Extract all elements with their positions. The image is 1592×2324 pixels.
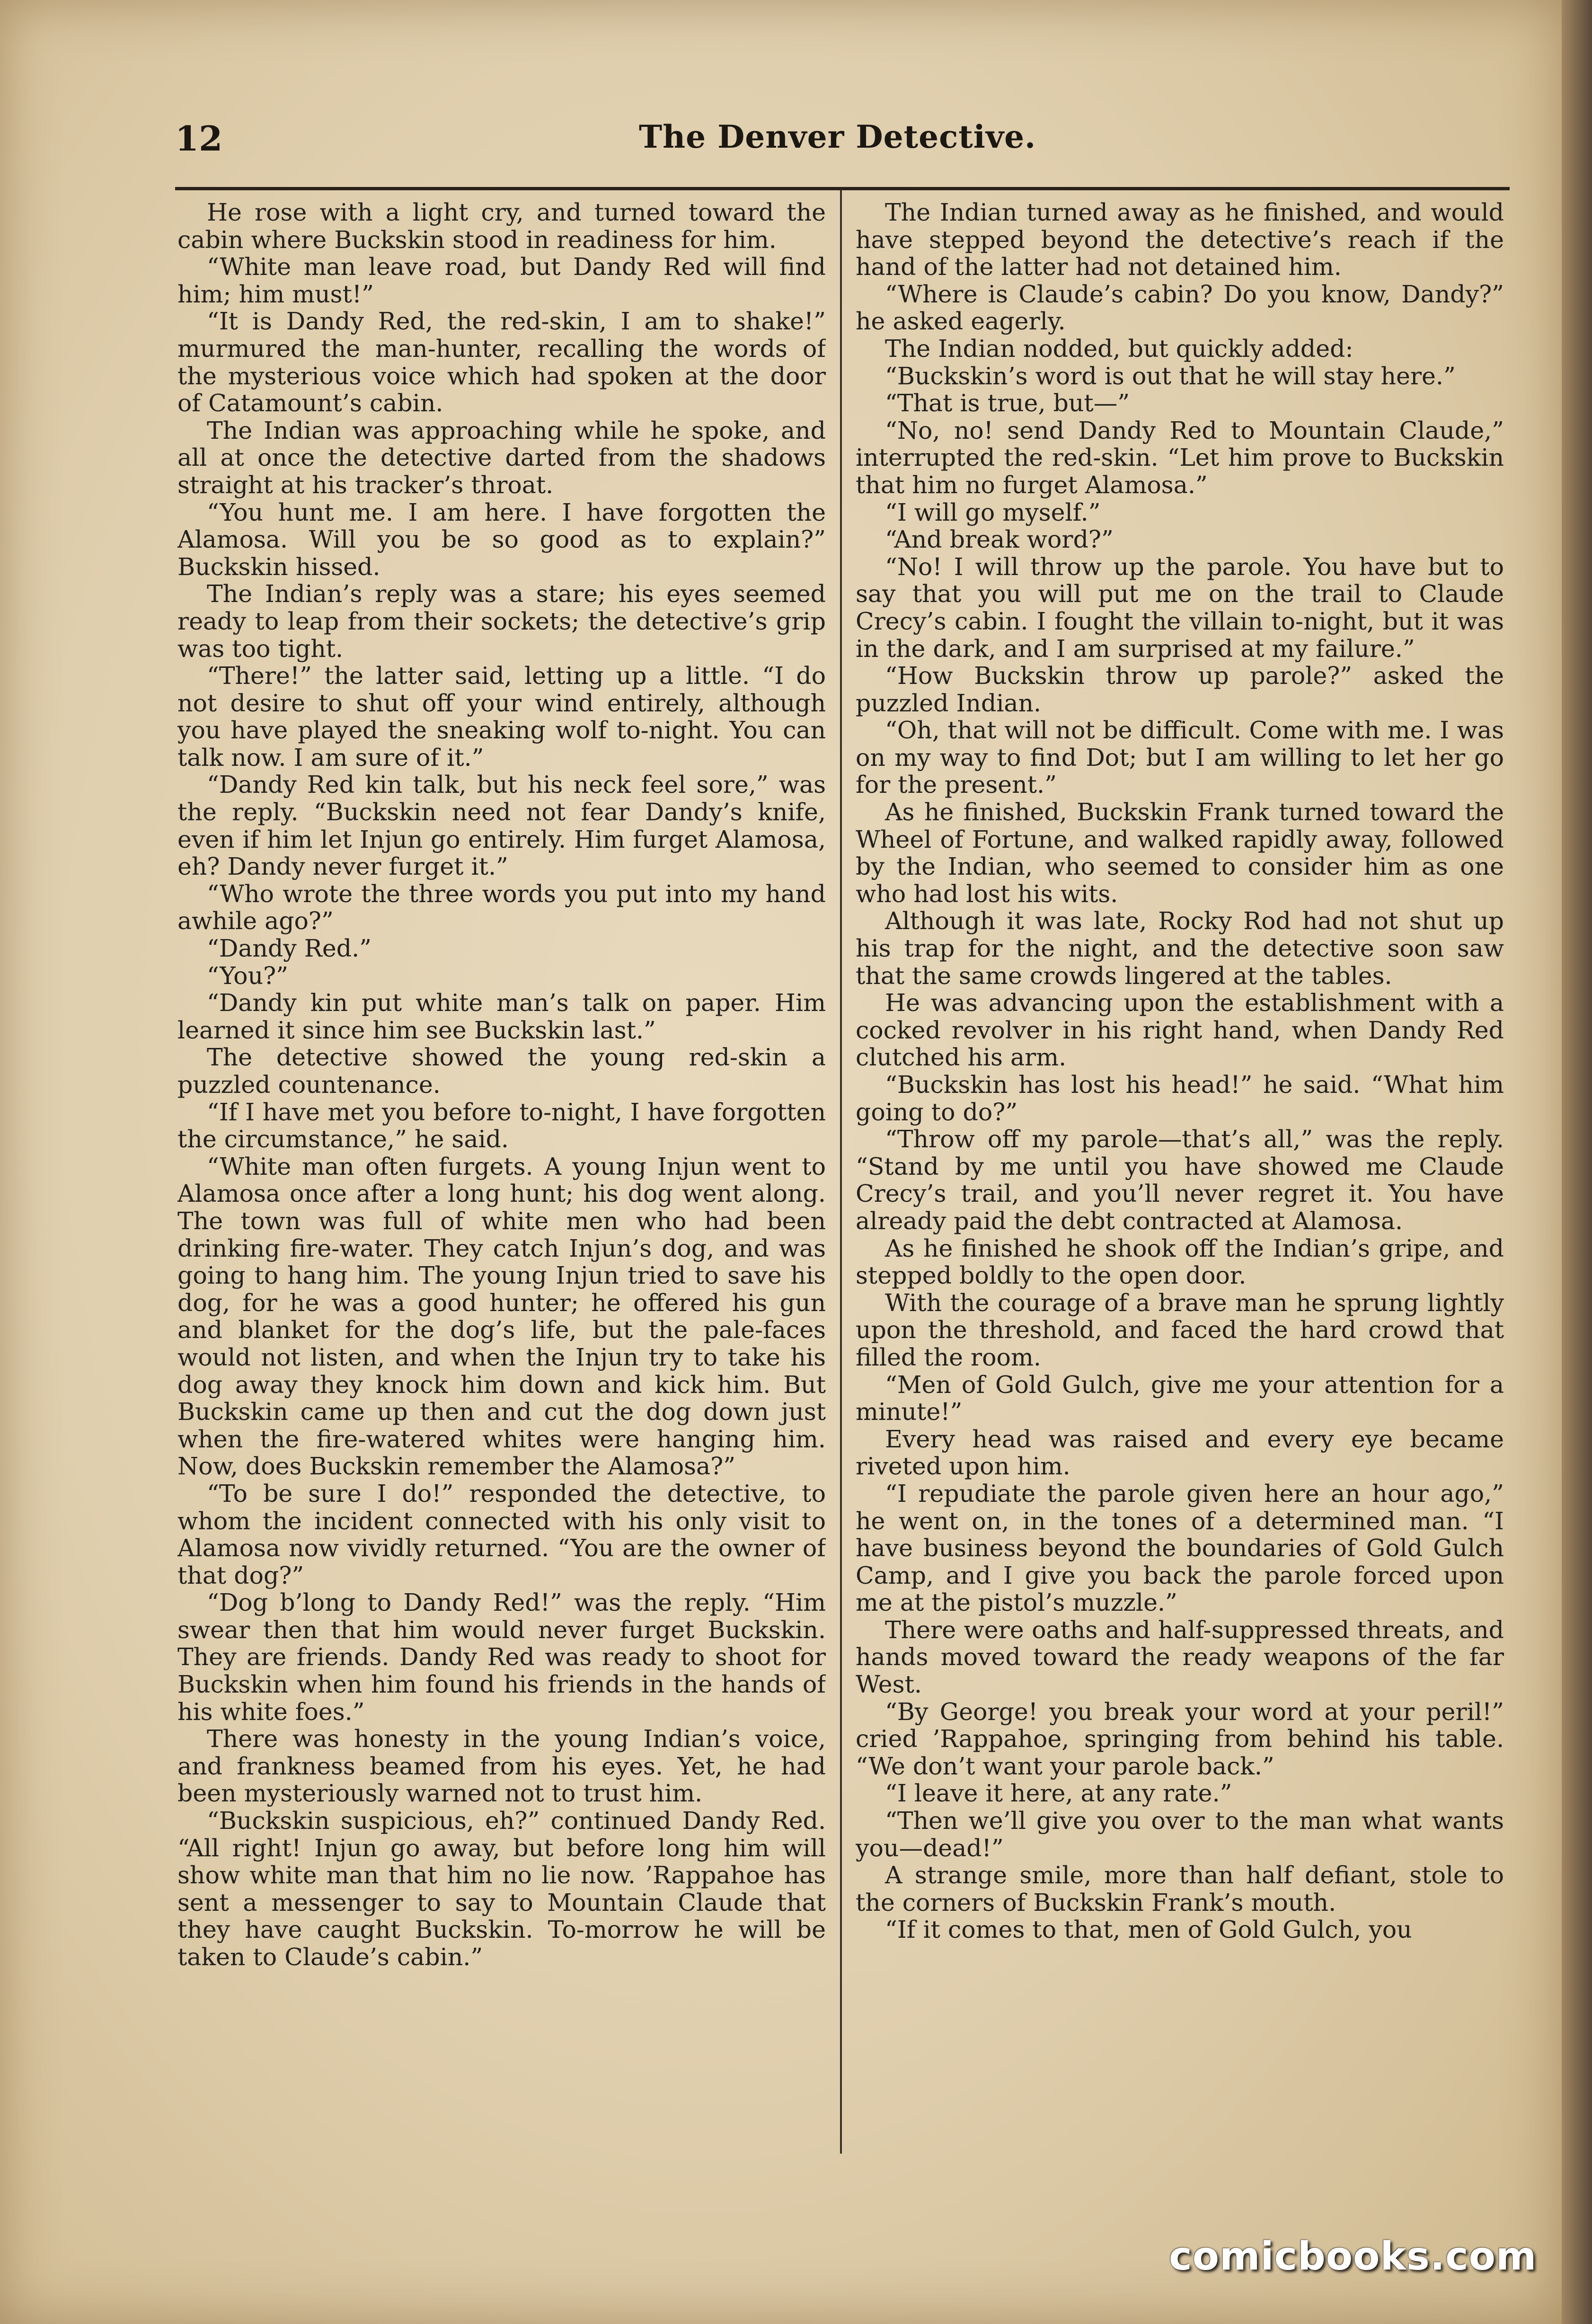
paragraph: The Indian nodded, but quickly added: bbox=[885, 334, 1353, 363]
paragraph: The Indian’s reply was a stare; his eyes seemed ready to leap from their sockets; the detective’s grip was too tight. bbox=[177, 580, 826, 663]
paragraph: “There!” the latter said, letting up a little. “I do not desire to shut off your wind entirely, although you have played the sneaking wolf to-night. You can talk now. I am sure of it.” bbox=[177, 662, 826, 772]
paragraph: “Dog b’long to Dandy Red!” was the reply. “Him swear then that him would never furget Buckskin. They are friends. Dandy Red was ready to shoot for Buckskin when him found his friends in the hands of his white foes.” bbox=[177, 1588, 826, 1726]
paragraph: The Indian turned away as he finished, and would have stepped beyond the detective’s reach if the hand of the latter had not detained him. bbox=[856, 199, 1504, 281]
header-rule bbox=[175, 187, 1510, 190]
paragraph: A strange smile, more than half defiant, stole to the corners of Buckskin Frank’s mouth. bbox=[856, 1861, 1504, 1916]
paragraph: “I leave it here, at any rate.” bbox=[885, 1779, 1232, 1808]
paragraph: The detective showed the young red-skin a puzzled countenance. bbox=[177, 1043, 826, 1099]
site-watermark: comicbooks.com bbox=[1169, 2234, 1537, 2279]
left-column bbox=[177, 199, 826, 2168]
running-title: The Denver Detective. bbox=[639, 118, 1036, 155]
paragraph: “If I have met you before to-night, I have forgotten the circumstance,” he said. bbox=[177, 1098, 826, 1153]
paragraph: Although it was late, Rocky Rod had not shut up his trap for the night, and the detective soon saw that the same crowds lingered at the tables. bbox=[856, 907, 1504, 990]
paragraph: “White man leave road, but Dandy Red will find him; him must!” bbox=[177, 253, 826, 308]
page-edge bbox=[1562, 0, 1592, 2324]
paragraph: He was advancing upon the establishment with a cocked revolver in his right hand, when Dandy Red clutched his arm. bbox=[856, 989, 1504, 1072]
page-header bbox=[175, 118, 1510, 170]
paragraph: “Dandy Red.” bbox=[207, 934, 371, 963]
paragraph: “How Buckskin throw up parole?” asked the puzzled Indian. bbox=[856, 662, 1504, 717]
paragraph: There was honesty in the young Indian’s voice, and frankness beamed from his eyes. Yet, he had been mysteriously warned not to trust him. bbox=[177, 1725, 826, 1808]
paragraph: With the courage of a brave man he sprung lightly upon the threshold, and faced the hard crowd that filled the room. bbox=[856, 1288, 1504, 1371]
paragraph: “No, no! send Dandy Red to Mountain Claude,” interrupted the red-skin. “Let him prove to Buckskin that him no furget Alamosa.” bbox=[856, 416, 1504, 499]
paragraph: He rose with a light cry, and turned toward the cabin where Buckskin stood in readiness for him. bbox=[177, 199, 826, 254]
paragraph: “Men of Gold Gulch, give me your attention for a minute!” bbox=[856, 1370, 1504, 1426]
paragraph: “Where is Claude’s cabin? Do you know, Dandy?” he asked eagerly. bbox=[856, 280, 1504, 336]
paragraph: “No! I will throw up the parole. You have but to say that you will put me on the trail to Claude Crecy’s cabin. I fought the villain to-night, but it was in the dark, and I am surprised at my failure.” bbox=[856, 552, 1504, 663]
column-divider bbox=[840, 189, 842, 2154]
paragraph: “You hunt me. I am here. I have forgotten the Alamosa. Will you be so good as to explain?” Buckskin hissed. bbox=[177, 498, 826, 581]
paragraph: “White man often furgets. A young Injun went to Alamosa once after a long hunt; his dog went along. The town was full of white men who had been drinking fire-water. They catch Injun’s dog, and was going to hang him. The young Injun tried to save his dog, for he was a good hunter; he offered his gun and blanket for the dog’s life, but the pale-faces would not listen, and when the Injun try to take his dog away they knock him down and kick him. But Buckskin came up then and cut the dog down just when the fire-watered whites were hanging him. Now, does Buckskin remember the Alamosa?” bbox=[177, 1152, 826, 1481]
paragraph: The Indian was approaching while he spoke, and all at once the detective darted from the shadows straight at his tracker’s throat. bbox=[177, 416, 826, 499]
paragraph: “Buckskin suspicious, eh?” continued Dandy Red. “All right! Injun go away, but before long him will show white man that him no lie now. ’Rappahoe has sent a messenger to say to Mountain Claude that they have caught Buckskin. To-morrow he will be taken to Claude’s cabin.” bbox=[177, 1807, 826, 1971]
paragraph: “If it comes to that, men of Gold Gulch, you bbox=[885, 1916, 1412, 1944]
paragraph: “To be sure I do!” responded the detective, to whom the incident connected with his only visit to Alamosa now vividly returned. “You are the owner of that dog?” bbox=[177, 1479, 826, 1589]
paragraph: Every head was raised and every eye became riveted upon him. bbox=[856, 1425, 1504, 1481]
paragraph: “Oh, that will not be difficult. Come with me. I was on my way to find Dot; but I am willing to let her go for the present.” bbox=[856, 716, 1504, 799]
paragraph: As he finished he shook off the Indian’s gripe, and stepped boldly to the open door. bbox=[856, 1234, 1504, 1290]
paragraph: “Who wrote the three words you put into my hand awhile ago?” bbox=[177, 879, 826, 935]
paragraph: “Then we’ll give you over to the man what wants you—dead!” bbox=[856, 1807, 1504, 1862]
paragraph: There were oaths and half-suppressed threats, and hands moved toward the ready weapons of the far West. bbox=[856, 1615, 1504, 1699]
paragraph: As he finished, Buckskin Frank turned toward the Wheel of Fortune, and walked rapidly away, followed by the Indian, who seemed to consider him as one who had lost his wits. bbox=[856, 798, 1504, 908]
paragraph: “Buckskin has lost his head!” he said. “What him going to do?” bbox=[856, 1071, 1504, 1126]
paragraph: “That is true, but—” bbox=[885, 389, 1130, 417]
paragraph: “Dandy kin put white man’s talk on paper. Him learned it since him see Buckskin last.” bbox=[177, 989, 826, 1044]
paragraph: “By George! you break your word at your peril!” cried ’Rappahoe, springing from behind his table. “We don’t want your parole back.” bbox=[856, 1697, 1504, 1780]
paragraph: “Buckskin’s word is out that he will stay here.” bbox=[885, 362, 1456, 390]
paragraph: “Dandy Red kin talk, but his neck feel sore,” was the reply. “Buckskin need not fear Dandy’s knife, even if him let Injun go entirely. Him furget Alamosa, eh? Dandy never furget it.” bbox=[177, 771, 826, 881]
paragraph: “I will go myself.” bbox=[885, 498, 1101, 526]
paragraph: “You?” bbox=[207, 961, 288, 990]
paragraph: “And break word?” bbox=[885, 525, 1114, 554]
right-column bbox=[856, 199, 1504, 2168]
paragraph: “Throw off my parole—that’s all,” was the reply. “Stand by me until you have showed me Claude Crecy’s trail, and you’ll never regret it. You have already paid the debt contracted at Alamosa. bbox=[856, 1125, 1504, 1235]
paragraph: “I repudiate the parole given here an hour ago,” he went on, in the tones of a determined man. “I have business beyond the boundaries of Gold Gulch Camp, and I give you back the parole forced upon me at the pistol’s muzzle.” bbox=[856, 1479, 1504, 1617]
paragraph: “It is Dandy Red, the red-skin, I am to shake!” murmured the man-hunter, recalling the words of the mysterious voice which had spoken at the door of Catamount’s cabin. bbox=[177, 307, 826, 417]
page-number: 12 bbox=[175, 118, 223, 159]
